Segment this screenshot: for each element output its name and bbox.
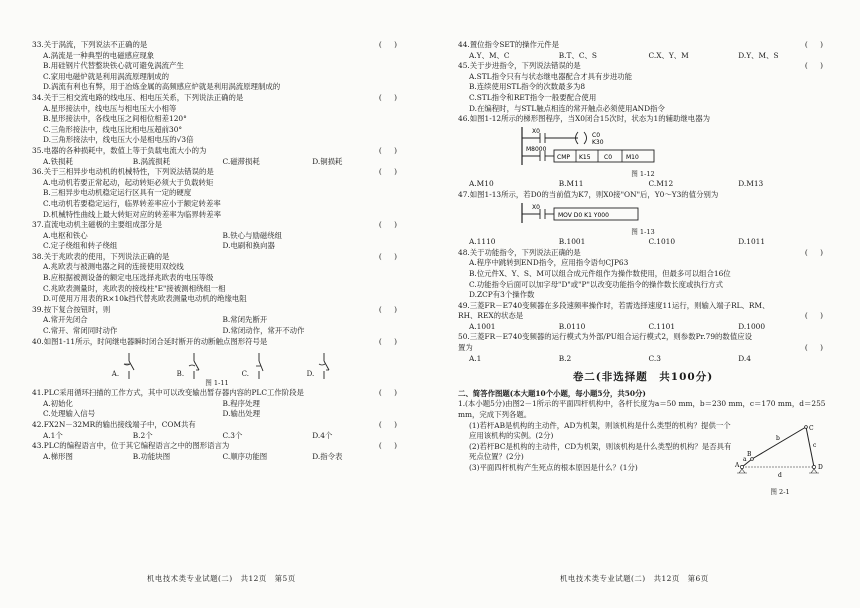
four-bar-linkage-figure [732,421,828,498]
option: D.电刷和换向器 [222,241,275,251]
option: A.星形接法中，线电压与相电压大小相等 [43,103,177,113]
option: D.ZCP有3个操作数 [469,290,535,300]
option: A.1 [469,353,482,363]
figure-caption: 图 1-12 [631,170,655,179]
question-37 [32,220,402,231]
question-35 [32,146,402,157]
option: D.三角形接法中，线电压大小是相电压的√3倍 [43,135,194,145]
option: B.功能块图 [132,451,171,461]
option: B.连续使用STL指令的次数最多为8 [469,82,586,92]
option: D.机械特性曲线上最大转矩对应的转差率为临界转差率 [43,209,221,219]
question-47 [458,190,828,201]
link-a-label: a [743,455,747,463]
option-row [32,241,402,252]
ladder-diagram [518,127,718,165]
option: A.铁损耗 [43,156,73,166]
delay-contact-icon [316,353,332,379]
section-title: 卷二(非选择题 共100分) [572,371,714,384]
question-36 [32,167,402,178]
exam-page-left [32,40,402,462]
answer-paren: ( ) [804,40,828,49]
delay-contact-icon [186,353,202,379]
link-c-label: c [813,441,817,449]
essay-1-body [458,421,828,498]
question-stem: 40.如图1-11所示，时间继电器瞬时闭合延时断开的动断触点图形符号是 [32,336,268,346]
option: C.1101 [648,321,676,331]
contact-x0-label: X0 [532,203,540,211]
symbol-label: D. [306,369,315,378]
option: A.电枢和铁心 [43,230,88,240]
option-row [32,452,402,463]
question-40 [32,337,402,348]
option: B.应根据被测设备的额定电压选择兆欧表的电压等级 [43,273,214,283]
answer-paren: ( ) [378,145,402,155]
option: C.M12 [648,179,674,189]
link-b-label: b [776,434,780,442]
question-stem: 41.PLC采用循环扫描的工作方式，其中可以改变输出暂存器内容的PLC工作阶段是 [32,388,304,398]
contact-symbol-d [307,351,333,379]
answer-paren: ( ) [378,92,402,102]
answer-paren: ( ) [804,311,828,321]
answer-paren: ( ) [378,40,402,49]
option: D.指令表 [312,451,343,461]
option: B.M11 [558,179,584,189]
joint-c-label: C [809,424,814,432]
question-49-cont [458,311,828,322]
option: A.M10 [469,179,494,189]
option: C.处理输入信号 [43,409,96,419]
question-essay-1: 1.(本小题5分)由图2－1所示的平面四杆机构中，各杆长度为a＝50 mm，b＝230 mm，c＝170 mm，d＝255 mm，完成下列各题。 [458,399,826,420]
option: A.常开先闭合 [43,315,88,325]
page-footer-left: 机电技术类专业试题(二) 共12页 第5页 [147,574,296,583]
option: D.涡流有利也有弊，用于冶炼金属的高频感应炉就是利用涡流原理制成的 [43,82,281,92]
joint-a-label: A [735,461,740,469]
question-41 [32,388,402,399]
option: B.常闭先断开 [222,315,268,325]
instr-c0: C0 [604,153,613,161]
option: D.1000 [738,321,766,331]
option: C.三角形接法中，线电压比相电压超前30° [43,124,183,134]
delay-contact-icon [251,353,267,379]
part-heading: 二、简答作图题(本大题10个小题，每小题5分，共50分) [458,388,646,398]
question-42 [32,420,402,431]
option: B.用硅钢片代替整块铁心就可避免涡流产生 [43,61,184,71]
option: B.涡流损耗 [132,156,171,166]
question-stem: 36.关于三相异步电动机的机械特性，下列说法错误的是 [32,167,214,177]
option-row [32,231,402,242]
option: A.兆欧表与被测电器之间的连接使用双绞线 [43,262,184,272]
symbol-label: A. [111,369,120,378]
contact-x0-label: X0 [532,127,540,135]
question-34 [32,93,402,104]
option: A.1个 [43,430,63,440]
question-stem: 49.三菱FR－E740变频器在多段速频率操作时，若需选择速度11运行，则输入端子RL、RM、 [458,300,770,310]
joint-d-label: D [818,463,823,471]
figure-caption: 图 1-13 [631,228,655,237]
option-row [32,409,402,420]
question-stem: 47.如图1-13所示，若D0的当前值为K7，则X0接"ON"后，Y0～Y3的值分别为 [458,189,719,199]
instr-cmp: CMP [557,153,570,161]
instr-k15: K15 [579,153,591,161]
question-43 [32,441,402,452]
option: C.定子绕组和转子绕组 [43,241,118,251]
option: C.1010 [648,237,676,247]
option: A.涡流是一种典型的电磁感应现象 [43,50,155,60]
option: B.T、C、S [558,50,597,60]
ladder-diagram [518,203,718,223]
sub-question: (2)若杆BC是机构的主动件，CD为机架，则该机构是什么类型的机构？是否具有死点位置？(2分) [469,441,732,462]
question-39 [32,305,402,316]
symbol-label: B. [176,369,185,378]
option: A.1001 [469,321,496,331]
option: C.3个 [222,430,243,440]
question-48 [458,248,828,259]
question-stem: 48.关于功能指令，下列说法正确的是 [458,247,581,257]
delay-contact-icon [121,353,137,379]
contact-symbols-figure [92,351,352,379]
option-row [458,179,828,190]
four-bar-linkage-diagram [734,421,826,485]
option-row [32,315,402,326]
question-44 [458,40,828,51]
option: D.Y、M、S [738,50,779,60]
option: B.1001 [558,237,586,247]
answer-paren: ( ) [804,343,828,353]
option: C.磁滞损耗 [222,156,260,166]
answer-paren: ( ) [378,251,402,261]
question-stem: 39.按下复合按钮时，则 [32,304,111,314]
option-row [458,322,828,333]
option: D.M13 [738,179,764,189]
option: B.2个 [132,430,153,440]
option: A.程序中跳转到END指令，应用指令语句CJP63 [469,258,629,268]
question-38 [32,252,402,263]
option-row [458,354,828,365]
question-stem: 33.关于涡流，下列说法不正确的是 [32,40,148,49]
question-33 [32,40,402,51]
answer-paren: ( ) [378,167,402,177]
question-50-cont [458,343,828,354]
question-stem: 38.关于兆欧表的使用，下列说法正确的是 [32,251,170,261]
ladder-diagram-1-12 [458,127,828,169]
question-stem: 44.置位指令SET的操作元件是 [458,40,560,49]
option: C.X、Y、M [648,50,689,60]
counter-c0-label: C0 [592,131,601,139]
option: C.家用电磁炉就是利用涡流原理制成的 [43,71,169,81]
answer-paren: ( ) [378,336,402,346]
instr-mov: MOV D0 K1 Y000 [558,211,609,219]
essay-1-items [458,421,732,498]
option: B.星形接法中，各线电压之间相位相差120° [43,114,187,124]
option: C.顺序功能图 [222,451,268,461]
contact-symbol-a [112,351,137,379]
option: A.STL指令只有与状态继电器配合才具有步进功能 [469,71,633,81]
option: A.1110 [469,237,496,247]
answer-paren: ( ) [804,247,828,257]
symbol-label: C. [241,369,249,378]
sub-question: (1)若杆AB是机构的主动件，AD为机架，则该机构是什么类型的机构？提供一个应用该机构的实例。(2分) [469,420,731,441]
instr-m10: M10 [626,153,639,161]
page-footer-right: 机电技术类专业试题(二) 共12页 第6页 [560,574,709,583]
option: B.铁心与励磁绕组 [222,230,283,240]
figure-caption: 图 1-11 [205,379,229,388]
option-row [458,51,828,62]
option: C.STL指令和RET指令一般要配合使用 [469,92,597,102]
question-46 [458,114,828,125]
option: C.电动机若要稳定运行，临界转差率应小于额定转差率 [43,198,221,208]
option: A.梯形图 [43,451,73,461]
option: C.功能指令后面可以加字母"D"或"P"以改变功能指令的操作数长度或执行方式 [469,279,723,289]
link-d-label: d [778,471,782,479]
option: D.输出处理 [222,409,261,419]
question-stem: 43.PLC的编程语言中，位于其它编程语言之中的图形语言为 [32,441,230,451]
joint-b-label: B [747,450,752,458]
question-stem: 37.直流电动机主磁极的主要组成部分是 [32,220,163,230]
option: C.常开、常闭同时动作 [43,326,118,336]
option: C.兆欧表测量时，兆欧表的接线柱"E"接被测相绕组一相 [43,283,226,293]
question-stem: RH、REX的状态是 [458,311,524,321]
option: D.常闭动作，常开不动作 [222,326,305,336]
answer-paren: ( ) [378,220,402,230]
figure-caption: 图 2-1 [770,488,790,497]
option: D.在编程时，与STL触点相连的常开触点必须使用AND指令 [469,103,665,113]
option: D.铜损耗 [312,156,343,166]
option-row [32,399,402,410]
option: A.Y、M、C [469,50,510,60]
sub-question: (3)平面四杆机构产生死点的根本原因是什么？(1分) [469,463,638,472]
option: B.程序处理 [222,398,260,408]
question-stem: 50.三菱FR－E740变频器的运行模式为外部/PU组合运行模式2，则参数Pr.79的数值应设 [458,332,752,342]
option: D.可使用万用表的R×10k挡代替兆欧表测量电动机的绝缘电阻 [43,294,247,304]
contact-symbol-b [177,351,202,379]
option: B.2 [558,353,572,363]
option-row [458,237,828,248]
ladder-diagram-1-13 [458,203,828,227]
question-49 [458,301,828,312]
option-row [32,157,402,168]
contact-m8000-label: M8000 [526,145,547,153]
question-stem: 42.FX2N－32MR的输出接线端子中，COM共有 [32,420,196,429]
exam-page-right [458,40,828,497]
question-stem: 置为 [458,343,473,353]
question-50 [458,332,828,343]
option: D.1011 [738,237,766,247]
option: B.位元件X、Y、S、M可以组合成元件组作为操作数使用，但最多可以组合16位 [469,268,731,278]
option: D.4 [738,353,751,363]
answer-paren: ( ) [378,388,402,398]
question-45 [458,61,828,72]
option-row [32,431,402,442]
option: A.初始化 [43,398,73,408]
contact-symbol-c [242,351,267,379]
option-row [32,326,402,337]
option: D.4个 [312,430,333,440]
option: A.电动机若要正常起动，起动转矩必须大于负载转矩 [43,177,214,187]
option: C.3 [648,353,661,363]
counter-k30-label: K30 [592,138,604,146]
answer-paren: ( ) [804,61,828,71]
answer-paren: ( ) [378,441,402,451]
answer-paren: ( ) [378,304,402,314]
answer-paren: ( ) [378,420,402,429]
question-stem: 34.关于三相交流电路的线电压、相电压关系，下列说法正确的是 [32,92,244,102]
question-stem: 46.如图1-12所示的梯形图程序，当X0闭合15次时，状态为1的辅助继电器为 [458,114,710,124]
question-stem: 35.电器的各种损耗中，数值上等于负载电流大小的为 [32,145,207,155]
question-stem: 45.关于步进指令，下列说法错误的是 [458,61,581,71]
option: B.0110 [558,321,586,331]
option: B.三相异步电动机稳定运行区具有一定的硬度 [43,188,192,198]
